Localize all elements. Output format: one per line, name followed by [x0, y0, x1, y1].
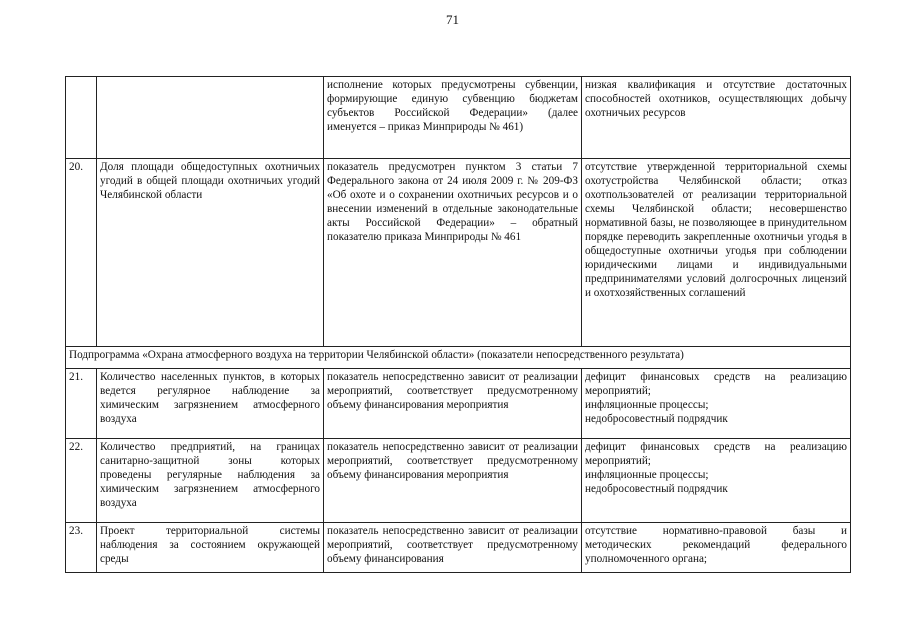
- risk-line: дефицит финансовых средств на реализацию мероприятий;: [585, 441, 847, 467]
- indicator-cell: [97, 77, 324, 159]
- risk-line: инфляционные процессы;: [585, 399, 709, 411]
- risk-line: инфляционные процессы;: [585, 469, 709, 481]
- table-row: [66, 77, 851, 159]
- row-number: 20.: [66, 159, 97, 347]
- table-row: [66, 439, 851, 523]
- indicators-table: [65, 76, 851, 573]
- row-number: 22.: [66, 439, 97, 523]
- table-row: [66, 159, 851, 347]
- row-number: 21.: [66, 369, 97, 439]
- page-number: 71: [446, 12, 459, 27]
- risk-line: дефицит финансовых средств на реализацию мероприятий;: [585, 371, 847, 397]
- row-number: [66, 77, 97, 159]
- basis-cell: показатель непосредственно зависит от реализации мероприятий, соответствует предусмотренному объему финансирования: [324, 523, 582, 573]
- basis-cell: показатель предусмотрен пунктом 3 статьи 7 Федерального закона от 24 июля 2009 г. № 209-ФЗ «Об охоте и о сохранении охотничьих ресурсов и о внесении изменений в отдельные законодательные акты Российской Федерации» – обратный показателю приказа Минприроды № 461: [324, 159, 582, 347]
- risk-line: недобросовестный подрядчик: [585, 413, 728, 425]
- indicator-cell: Количество населенных пунктов, в которых ведется регулярное наблюдение за химическим загрязнением атмосферного воздуха: [97, 369, 324, 439]
- risks-cell: низкая квалификация и отсутствие достаточных способностей охотников, осуществляющих добычу охотничьих ресурсов: [582, 77, 851, 159]
- risks-cell: [582, 439, 851, 523]
- risk-line: недобросовестный подрядчик: [585, 483, 728, 495]
- indicator-cell: Проект территориальной системы наблюдения за состоянием окружающей среды: [97, 523, 324, 573]
- row-number: 23.: [66, 523, 97, 573]
- basis-cell: показатель непосредственно зависит от реализации мероприятий, соответствует предусмотренному объему финансирования мероприятия: [324, 369, 582, 439]
- basis-cell: исполнение которых предусмотрены субвенции, формирующие единую субвенцию бюджетам субъектов Российской Федерации» (далее именуется – приказ Минприроды № 461): [324, 77, 582, 159]
- table-row: [66, 523, 851, 573]
- table-row: [66, 369, 851, 439]
- risks-cell: [582, 369, 851, 439]
- risks-cell: отсутствие нормативно-правовой базы и методических рекомендаций федерального уполномоченного органа;: [582, 523, 851, 573]
- subprogram-heading: Подпрограмма «Охрана атмосферного воздуха на территории Челябинской области» (показатели непосредственного результата): [66, 347, 851, 369]
- section-row: [66, 347, 851, 369]
- basis-cell: показатель непосредственно зависит от реализации мероприятий, соответствует предусмотренному объему финансирования мероприятия: [324, 439, 582, 523]
- indicator-cell: Доля площади общедоступных охотничьих угодий в общей площади охотничьих угодий Челябинской области: [97, 159, 324, 347]
- indicator-cell: Количество предприятий, на границах санитарно-защитной зоны которых проведены регулярные наблюдения за химическим загрязнением атмосферного воздуха: [97, 439, 324, 523]
- risks-cell: отсутствие утвержденной территориальной схемы охотустройства Челябинской области; отказ охотпользователей от реализации территориальной схемы Челябинской области; несовершенство нормативной базы, не позволяющее в принудительном порядке переводить закрепленные охотничьи угодья в общедоступные охотничьи угодья при соблюдении юридическими лицами и индивидуальными предпринимателями условий долгосрочных лицензий и охотхозяйственных соглашений: [582, 159, 851, 347]
